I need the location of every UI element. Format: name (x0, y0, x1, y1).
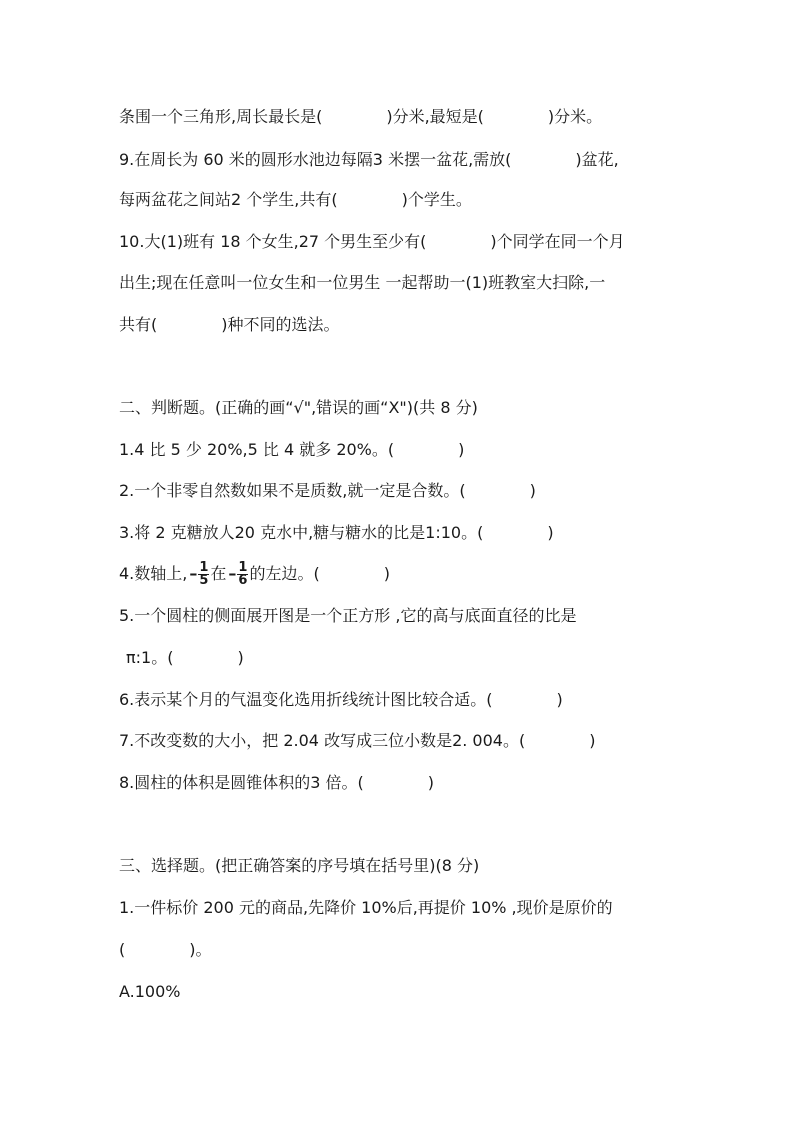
judge-q7: 7.不改变数的大小，把 2.04 改写成三位小数是2. 004。( ) (119, 731, 596, 750)
judge-q4-prefix: 4.数轴上, (119, 564, 188, 583)
fraction-1-numerator: 1 (199, 560, 209, 575)
q10-line-1: 10.大(1)班有 18 个女生,27 个男生至少有( )个同学在同一个月 (119, 232, 625, 251)
judge-q5-line-1: 5.一个圆柱的侧面展开图是一个正方形 ,它的高与底面直径的比是 (119, 606, 577, 625)
choice-q1-line-2: ( )。 (119, 940, 212, 959)
q10-line-3: 共有( )种不同的选法。 (119, 315, 340, 334)
judge-q6: 6.表示某个月的气温变化选用折线统计图比较合适。( ) (119, 690, 563, 709)
judge-q5-line-2: π:1。( ) (126, 648, 244, 667)
judge-q4 (119, 562, 390, 587)
section-2-heading: 二、判断题。(正确的画“√",错误的画“X")(共 8 分) (119, 398, 478, 417)
q10-line-2: 出生;现在任意叫一位女生和一位男生 一起帮助一(1)班教室大扫除,一 (119, 273, 606, 292)
q9-line-2: 每两盆花之间站2 个学生,共有( )个学生。 (119, 190, 472, 209)
minus-sign-1: – (189, 564, 198, 583)
choice-q1-option-a: A.100% (119, 982, 181, 1001)
q9-line-1: 9.在周长为 60 米的圆形水池边每隔3 米摆一盆花,需放( )盆花, (119, 150, 619, 169)
judge-q3: 3.将 2 克糖放人20 克水中,糖与糖水的比是1:10。( ) (119, 523, 554, 542)
judge-q8: 8.圆柱的体积是圆锥体积的3 倍。( ) (119, 773, 435, 792)
fraction-1-5 (198, 562, 209, 587)
section-3-heading: 三、选择题。(把正确答案的序号填在括号里)(8 分) (119, 856, 480, 875)
fraction-1-6 (237, 562, 248, 587)
fraction-1-denominator: 5 (199, 573, 209, 588)
minus-sign-2: – (228, 564, 237, 583)
fraction-2-denominator: 6 (238, 573, 248, 588)
judge-q2: 2.一个非零自然数如果不是质数,就一定是合数。( ) (119, 481, 536, 500)
judge-q4-suffix: 的左边。( ) (249, 564, 390, 583)
choice-q1-line-1: 1.一件标价 200 元的商品,先降价 10%后,再提价 10% ,现价是原价的 (119, 898, 613, 917)
judge-q4-mid: 在 (210, 564, 227, 583)
judge-q1: 1.4 比 5 少 20%,5 比 4 就多 20%。( ) (119, 440, 465, 459)
fraction-2-numerator: 1 (238, 560, 248, 575)
q8-continuation-line: 条围一个三角形,周长最长是( )分米,最短是( )分米。 (119, 107, 603, 126)
